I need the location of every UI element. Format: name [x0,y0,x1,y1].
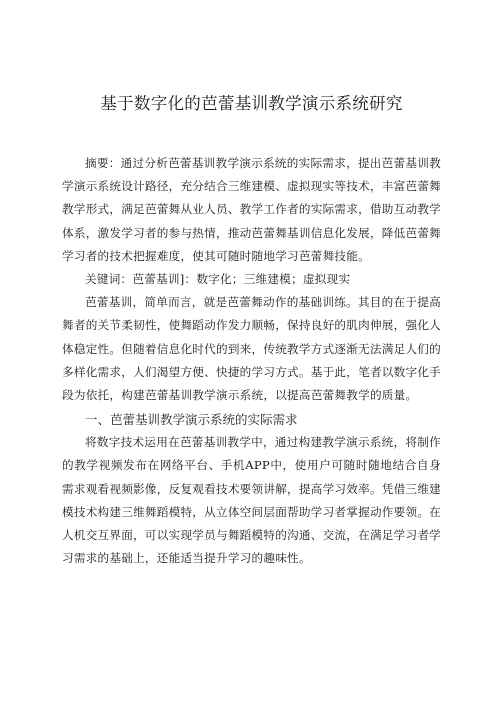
abstract-paragraph: 摘要：通过分析芭蕾基训教学演示系统的实际需求，提出芭蕾基训教学演示系统设计路径，充分结合三维建模、虚拟现实等技术，丰富芭蕾舞教学形式，满足芭蕾舞从业人员、教学工作者的实际需求，借助互动教学体系，激发学习者的参与热情，推动芭蕾舞基训信息化发展，降低芭蕾舞学习者的技术把握难度，使其可随时随地学习芭蕾舞技能。 [62,156,442,263]
section-heading: 一、芭蕾基训教学演示系统的实际需求 [85,412,298,428]
intro-paragraph: 芭蕾基训，简单而言，就是芭蕾舞动作的基础训练。其目的在于提高舞者的关节柔韧性，使舞蹈动作发力顺畅，保持良好的肌肉伸展，强化人体稳定性。但随着信息化时代的到来，传统教学方式逐渐无法满足人们的多样化需求，人们渴望方便、快捷的学习方式。基于此，笔者以数字化手段为依托，构建芭蕾基训教学演示系统，以提高芭蕾舞教学的质量。 [62,295,442,403]
keywords-line: 关键词：芭蕾基训]：数字化；三维建模；虚拟现实 [85,272,351,287]
paper-title: 基于数字化的芭蕾基训教学演示系统研究 [100,94,403,113]
section-paragraph: 将数字技术运用在芭蕾基训教学中，通过构建教学演示系统，将制作的教学视频发布在网络平台、手机APP中，使用户可随时随地结合自身需求观看视频影像，反复观看技术要领讲解，提高学习效率。凭借三维建模技术构建三维舞蹈模特，从立体空间层面帮助学习者掌握动作要领。在人机交互界面，可以实现学员与舞蹈模特的沟通、交流，在满足学习者学习需求的基础上，还能适当提升学习的趣味性。 [62,435,442,566]
